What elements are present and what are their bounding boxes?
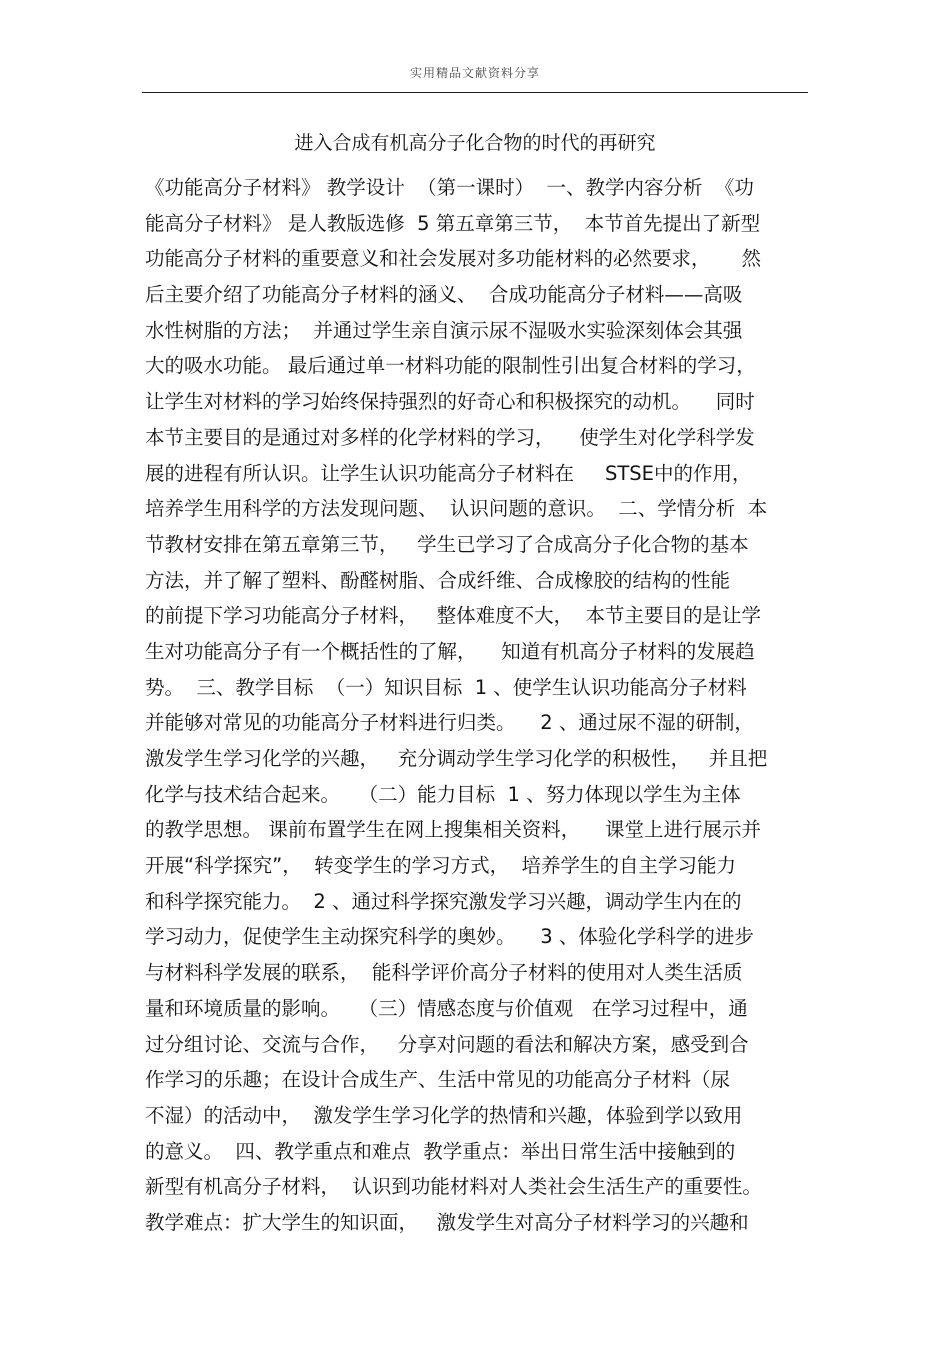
body-line: 的意义。 四、教学重点和难点 教学重点：举出日常生活中接触到的 [145,1139,736,1163]
body-line: 本节主要目的是通过对多样的化学材料的学习， 使学生对化学科学发 [145,425,755,449]
header-divider [142,92,808,93]
body-line: 学习动力，促使学生主动探究科学的奥妙。 3 、体验化学科学的进步 [145,925,754,949]
body-line: 方法，并了解了塑料、酚醛树脂、合成纤维、合成橡胶的结构的性能 [145,568,731,592]
body-line: 能高分子材料》 是人教版选修 5 第五章第三节， 本节首先提出了新型 [145,211,761,235]
body-line: 激发学生学习化学的兴趣， 充分调动学生学习化学的积极性， 并且把 [145,747,768,770]
body-line: 和科学探究能力。 2 、通过科学探究激发学习兴趣，调动学生内在的 [145,889,742,913]
body-line: 与材料科学发展的联系， 能科学评价高分子材料的使用对人类生活质 [145,961,743,985]
body-line: 培养学生用科学的方法发现问题、 认识问题的意识。 二、学情分析 本 [145,497,768,521]
body-line: 的教学思想。 课前布置学生在网上搜集相关资料， 课堂上进行展示并 [145,818,761,842]
body-line: 新型有机高分子材料， 认识到功能材料对人类社会生活生产的重要性。 [145,1175,762,1199]
body-line: 的前提下学习功能高分子材料， 整体难度不大， 本节主要目的是让学 [145,604,761,628]
body-line: 大的吸水功能。 最后通过单一材料功能的限制性引出复合材料的学习， [145,354,756,378]
page-header: 实用精品文献资料分享 [409,66,540,80]
document-body [145,170,810,1241]
body-line: 生对功能高分子有一个概括性的了解， 知道有机高分子材料的发展趋 [145,639,755,663]
body-line: 化学与技术结合起来。 （二）能力目标 1 、努力体现以学生为主体 [145,782,741,806]
body-line: 水性树脂的方法； 并通过学生亲自演示尿不湿吸水实验深刻体会其强 [145,318,743,342]
body-line: 量和环境质量的影响。 （三）情感态度与价值观 在学习过程中，通 [145,996,748,1020]
body-line: 教学难点：扩大学生的知识面， 激发学生对高分子材料学习的兴趣和 [145,1210,749,1234]
body-line: 功能高分子材料的重要意义和社会发展对多功能材料的必然要求， 然 [145,247,761,271]
body-line: 后主要介绍了功能高分子材料的涵义、 合成功能高分子材料——高吸 [145,283,743,307]
body-line: 过分组讨论、交流与合作， 分享对问题的看法和解决方案，感受到合 [145,1032,749,1056]
body-line: 势。 三、教学目标 （一）知识目标 1 、使学生认识功能高分子材料 [145,675,747,699]
body-line: 作学习的乐趣；在设计合成生产、生活中常见的功能高分子材料（尿 [145,1068,731,1092]
body-line: 让学生对材料的学习始终保持强烈的好奇心和积极探究的动机。 同时 [145,390,755,414]
body-line: 节教材安排在第五章第三节， 学生已学习了合成高分子化合物的基本 [145,532,749,556]
body-line: 展的进程有所认识。让学生认识功能高分子材料在 STSE中的作用， [145,461,752,485]
document-title: 进入合成有机高分子化合物的时代的再研究 [294,132,656,154]
body-line: 《功能高分子材料》 教学设计 （第一课时） 一、教学内容分析 《功 [145,176,754,199]
body-line: 开展“科学探究”， 转变学生的学习方式， 培养学生的自主学习能力 [145,854,736,878]
body-line: 并能够对常见的功能高分子材料进行归类。 2 、通过尿不湿的研制， [145,711,754,735]
body-line: 不湿）的活动中， 激发学生学习化学的热情和兴趣，体验到学以致用 [145,1103,743,1127]
